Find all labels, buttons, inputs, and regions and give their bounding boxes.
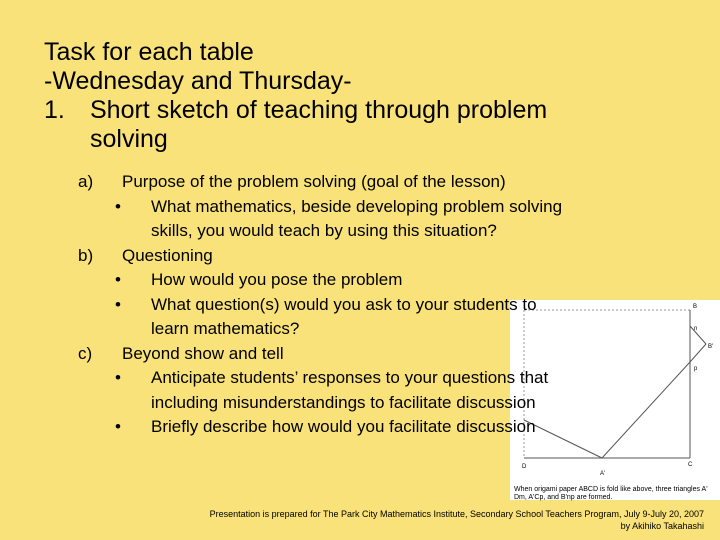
- bullet-item: [78, 415, 638, 440]
- bullet-icon: •: [115, 196, 121, 216]
- bullet-text-line: Briefly describe how would you facilitate discussion: [151, 417, 536, 436]
- bullet-text: [151, 366, 548, 415]
- footer-line-1: Presentation is prepared for The Park City Mathematics Institute, Secondary School Teachers Program, July 9-July 20, 2007: [209, 509, 704, 519]
- title-line-3-text: Short sketch of teaching through problem: [90, 96, 548, 124]
- task-item: [78, 170, 638, 195]
- bullet-item: [78, 293, 638, 342]
- bullet-text-line: including misunderstandings to facilitate discussion: [151, 392, 536, 412]
- bullet-text-line: How would you pose the problem: [151, 270, 403, 289]
- footer-line-2: by Akihiko Takahashi: [620, 521, 704, 531]
- title-number: 1.: [44, 96, 65, 124]
- task-item-letter: a): [78, 172, 94, 191]
- label-c: C: [688, 462, 693, 468]
- label-b-prime: B': [708, 344, 714, 350]
- task-item-letter: b): [78, 245, 94, 265]
- bullet-item: [78, 366, 638, 415]
- task-item-text: Purpose of the problem solving (goal of the lesson): [122, 172, 506, 191]
- label-b: B: [693, 304, 698, 310]
- task-item-text: Beyond show and tell: [122, 343, 284, 363]
- bullet-text-line: learn mathematics?: [151, 319, 300, 338]
- title-line-4: solving: [90, 125, 168, 153]
- task-item: [78, 342, 638, 367]
- task-item: [78, 244, 638, 269]
- bullet-icon: •: [115, 368, 121, 387]
- bullet-icon: •: [115, 294, 121, 314]
- bullet-text-line: skills, you would teach by using this situation?: [151, 221, 497, 240]
- slide-title: [44, 38, 547, 154]
- title-line-1: Task for each table: [44, 38, 254, 66]
- label-p: p: [694, 366, 698, 372]
- bullet-item: [78, 268, 638, 293]
- title-line-2: -Wednesday and Thursday-: [44, 67, 352, 95]
- figure-caption: When origami paper ABCD is fold like above, three triangles A' Dm, A'Cp, and B'np are formed.: [514, 486, 708, 501]
- bullet-text-line: What question(s) would you ask to your students to: [151, 294, 537, 314]
- fold-line-b-p: [690, 344, 706, 362]
- task-list: [78, 170, 638, 440]
- bullet-text: [151, 268, 402, 293]
- bullet-text: [151, 415, 536, 440]
- bullet-icon: •: [115, 270, 121, 289]
- bullet-text-line: Anticipate students’ responses to your questions that: [151, 368, 549, 387]
- label-a-prime: A': [600, 471, 606, 477]
- bullet-icon: •: [115, 417, 121, 436]
- title-line-3: [44, 96, 547, 125]
- label-n: n: [694, 326, 698, 332]
- task-item-text: Questioning: [122, 245, 213, 265]
- fold-line-n-b: [690, 326, 706, 344]
- bullet-text-line: What mathematics, beside developing problem solving: [151, 196, 563, 216]
- footer: [104, 508, 704, 532]
- bullet-text: [151, 195, 562, 244]
- bullet-item: [78, 195, 638, 244]
- bullet-text: [151, 293, 537, 342]
- label-d: D: [522, 464, 527, 470]
- task-item-letter: c): [78, 343, 93, 363]
